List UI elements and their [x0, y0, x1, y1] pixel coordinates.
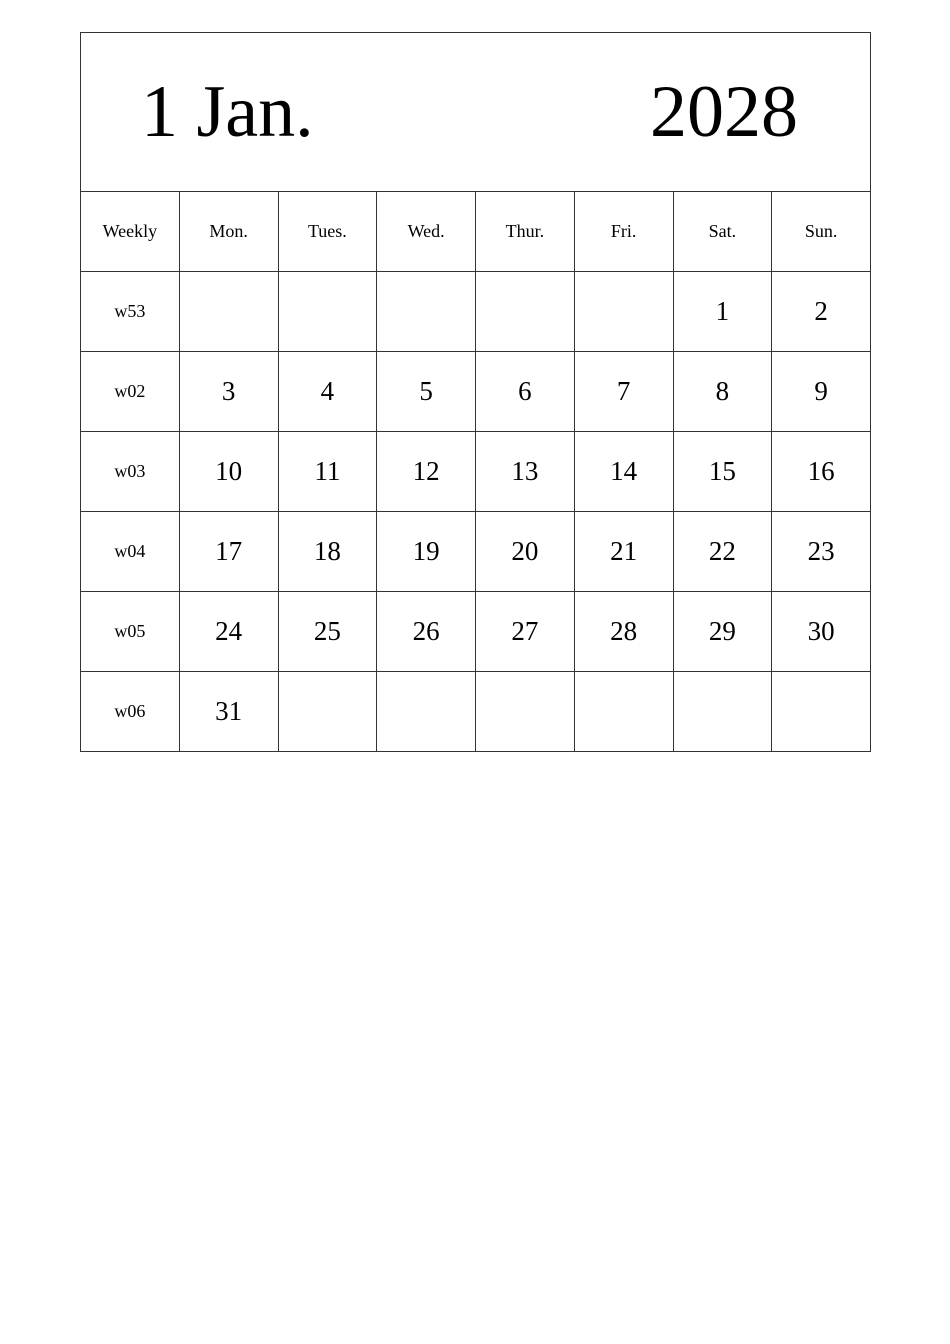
weekday-header-row [81, 192, 871, 272]
week-row [81, 272, 871, 352]
day-cell: 13 [476, 432, 575, 512]
day-cell: 29 [673, 592, 772, 672]
week-row [81, 592, 871, 672]
day-cell [377, 272, 476, 352]
day-cell: 28 [574, 592, 673, 672]
day-cell [476, 672, 575, 752]
day-cell: 25 [278, 592, 377, 672]
week-number: w02 [81, 352, 180, 432]
week-row [81, 432, 871, 512]
day-cell: 18 [278, 512, 377, 592]
day-cell: 21 [574, 512, 673, 592]
day-cell: 20 [476, 512, 575, 592]
day-cell: 12 [377, 432, 476, 512]
day-cell: 17 [179, 512, 278, 592]
day-cell: 5 [377, 352, 476, 432]
day-cell: 6 [476, 352, 575, 432]
day-cell: 31 [179, 672, 278, 752]
header-fri: Fri. [574, 192, 673, 272]
day-cell: 23 [772, 512, 871, 592]
day-cell [772, 672, 871, 752]
header-sun: Sun. [772, 192, 871, 272]
week-number: w05 [81, 592, 180, 672]
day-cell: 1 [673, 272, 772, 352]
day-cell [278, 272, 377, 352]
calendar-title [81, 33, 871, 192]
day-cell: 26 [377, 592, 476, 672]
day-cell [179, 272, 278, 352]
day-cell: 11 [278, 432, 377, 512]
day-cell: 7 [574, 352, 673, 432]
day-cell [278, 672, 377, 752]
day-cell [574, 272, 673, 352]
header-tues: Tues. [278, 192, 377, 272]
calendar-table [80, 32, 871, 752]
day-cell: 16 [772, 432, 871, 512]
day-cell: 27 [476, 592, 575, 672]
week-row [81, 512, 871, 592]
day-cell: 10 [179, 432, 278, 512]
day-cell [673, 672, 772, 752]
day-cell [574, 672, 673, 752]
week-number: w04 [81, 512, 180, 592]
header-weekly: Weekly [81, 192, 180, 272]
day-cell: 9 [772, 352, 871, 432]
header-thur: Thur. [476, 192, 575, 272]
header-mon: Mon. [179, 192, 278, 272]
week-number: w03 [81, 432, 180, 512]
week-number: w53 [81, 272, 180, 352]
calendar-title-row [81, 33, 871, 192]
day-cell: 24 [179, 592, 278, 672]
day-cell: 15 [673, 432, 772, 512]
header-sat: Sat. [673, 192, 772, 272]
month-title: 1 Jan. [141, 71, 314, 153]
week-number: w06 [81, 672, 180, 752]
day-cell [377, 672, 476, 752]
day-cell: 22 [673, 512, 772, 592]
year-title: 2028 [650, 71, 798, 153]
header-wed: Wed. [377, 192, 476, 272]
day-cell: 14 [574, 432, 673, 512]
day-cell: 4 [278, 352, 377, 432]
day-cell: 19 [377, 512, 476, 592]
day-cell: 2 [772, 272, 871, 352]
day-cell: 30 [772, 592, 871, 672]
week-row [81, 352, 871, 432]
week-row [81, 672, 871, 752]
day-cell: 3 [179, 352, 278, 432]
day-cell: 8 [673, 352, 772, 432]
day-cell [476, 272, 575, 352]
